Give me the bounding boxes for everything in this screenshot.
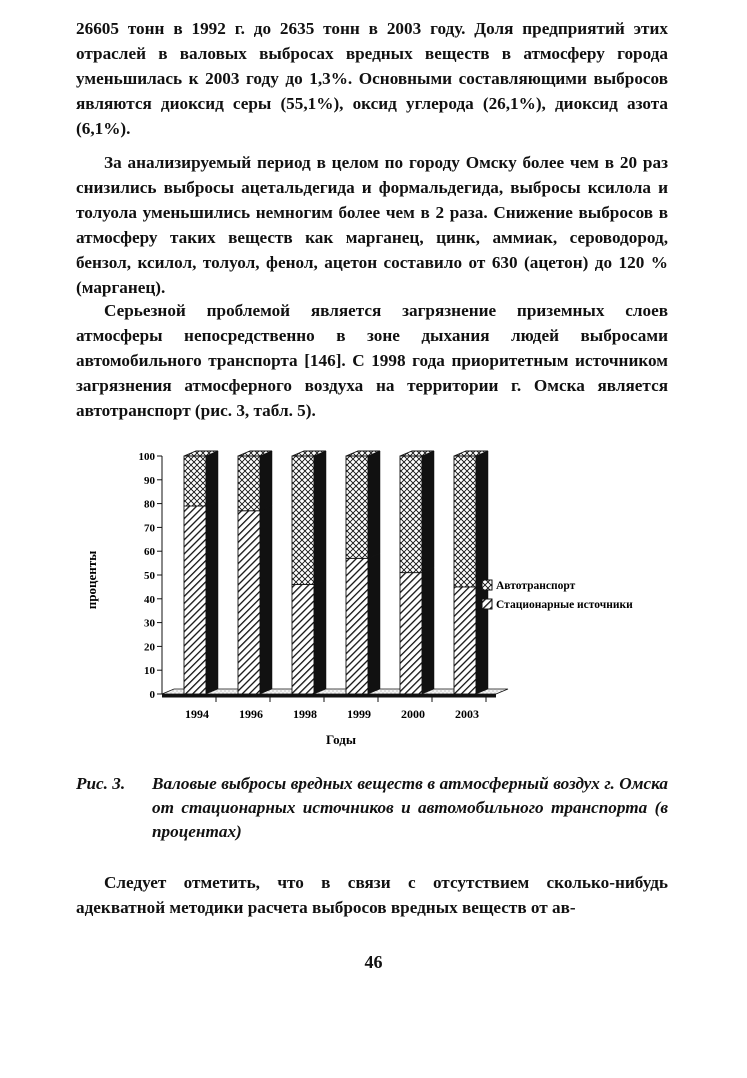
x-tick-label: 1996 xyxy=(239,707,263,721)
caption-text: Валовые выбросы вредных веществ в атмосферный воздух г. Омска от стационарных источников и автомобильного транспорта (в процентах) xyxy=(152,774,668,841)
y-tick-label: 90 xyxy=(144,474,155,487)
y-tick-label: 30 xyxy=(144,617,155,630)
chart-legend xyxy=(482,580,633,611)
bar-segment xyxy=(238,506,272,694)
legend-item xyxy=(482,599,633,611)
chart-bars xyxy=(184,451,488,694)
bar-segment xyxy=(400,451,434,573)
legend-label: Автотранспорт xyxy=(496,580,576,592)
y-tick-label: 80 xyxy=(144,498,155,511)
x-tick-label: 1999 xyxy=(347,707,371,721)
y-tick-label: 10 xyxy=(144,665,155,678)
bar-segment xyxy=(454,451,488,587)
legend-item xyxy=(482,580,576,592)
bar-segment xyxy=(292,451,326,585)
y-tick-label: 50 xyxy=(144,570,155,582)
y-tick-label: 20 xyxy=(144,641,155,654)
page-number: 46 xyxy=(364,952,383,972)
y-tick-label: 0 xyxy=(149,689,155,701)
chart-svg xyxy=(80,438,680,758)
bar-segment xyxy=(346,451,380,558)
paragraph-4: Следует отметить, что в связи с отсутствием сколько-нибудь адекватной методики расчета выбросов вредных веществ от ав- xyxy=(76,873,668,918)
bar-segment xyxy=(292,580,326,694)
bar-segment xyxy=(238,451,272,511)
legend-label: Стационарные источники xyxy=(496,599,633,611)
y-tick-label: 100 xyxy=(138,451,155,463)
figure-caption xyxy=(76,772,668,844)
x-tick-label: 1994 xyxy=(185,707,209,721)
paragraph-3: Серьезной проблемой является загрязнение приземных слоев атмосферы непосредственно в зоне дыхания людей выбросами автомобильного транспорта [146]. С 1998 года приоритетным источником загрязнения атмосферного воздуха на территории г. Омска является автотранспорт (рис. 3, табл. 5). xyxy=(76,301,668,421)
x-tick-label: 2003 xyxy=(455,707,479,721)
caption-label: Рис. 3. xyxy=(76,774,126,793)
bar-segment xyxy=(400,568,434,694)
y-tick-label: 70 xyxy=(144,522,155,535)
bar-segment xyxy=(346,553,380,694)
x-tick-label: 2000 xyxy=(401,707,425,721)
x-axis-label: Годы xyxy=(326,732,356,747)
y-axis-label: проценты xyxy=(84,550,99,610)
y-tick-label: 60 xyxy=(144,546,155,559)
paragraph-2: За анализируемый период в целом по городу Омску более чем в 20 раз снизились выбросы ацетальдегида и формальдегида, выбросы ксилола и толуола уменьшились немногим более чем в 2 раза. Снижение выбросов в атмосферу таких веществ как марганец, цинк, аммиак, сероводород, бензол, ксилол, толуол, фенол, ацетон составило от 630 (ацетон) до 120 % (марганец). xyxy=(76,153,668,298)
y-tick-label: 40 xyxy=(144,593,155,606)
bar-segment xyxy=(184,501,218,694)
paragraph-1: 26605 тонн в 1992 г. до 2635 тонн в 2003 году. Доля предприятий этих отраслей в валовых выбросах вредных веществ в атмосферу города уменьшилась к 2003 году до 1,3%. Основными составляющими выбросов являются диоксид серы (55,1%), оксид углерода (26,1%), диоксид азота (6,1%). xyxy=(76,19,668,139)
bar-segment xyxy=(184,451,218,506)
x-tick-label: 1998 xyxy=(293,707,317,721)
emissions-chart xyxy=(80,438,680,758)
